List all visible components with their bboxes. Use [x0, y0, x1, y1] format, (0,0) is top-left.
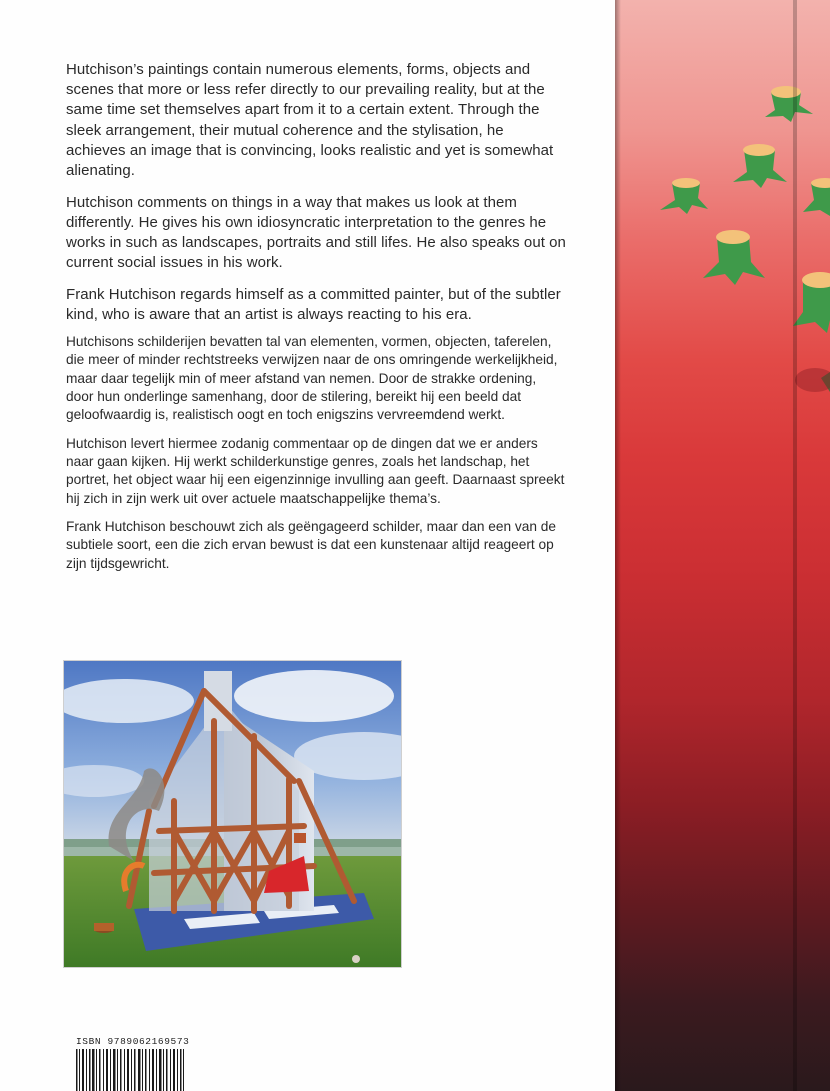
dutch-text [66, 333, 566, 583]
tree-stump-icon [733, 144, 787, 188]
isbn-text: ISBN 9789062169573 [76, 1036, 190, 1047]
barcode [76, 1036, 190, 1091]
tree-stump-icon [703, 230, 765, 285]
dutch-paragraph-2: Hutchison levert hiermee zodanig commentaar op de dingen dat we er anders naar gaan kijken. Hij werkt schilderkunstige genres, zoals het landschap, het portret, het object waar hij een eigenzinnige invulling aan geeft. Daarnaast spreekt hij zich in zijn werk uit over actuele maatschappelijke thema’s. [66, 435, 565, 506]
dutch-paragraph-1: Hutchisons schilderijen bevatten tal van elementen, vormen, objecten, taferelen, die meer of minder rechtstreeks verwijzen naar de ons omringende werkelijkheid, maar daar tegelijk min of meer afstand van nemen. Door de strakke ordening, door hun onderlinge samenhang, door de stilering, bereikt hij een beeld dat geloofwaardig is, realistisch oogt en toch enigszins vervreemdend werkt. [66, 334, 558, 423]
english-text [66, 60, 566, 337]
english-paragraph-3: Frank Hutchison regards himself as a committed painter, but of the subtler kind, who is aware that an artist is always reacting to his era. [66, 285, 561, 324]
tree-stump-icon [793, 272, 830, 333]
cover-spine-artwork [615, 0, 830, 1091]
english-paragraph-2: Hutchison comments on things in a way that makes us look at them differently. He gives his own idiosyncratic interpretation to the genres he works in such as landscapes, portraits and still lifes. He also speaks out on current social issues in his work. [66, 193, 566, 272]
english-paragraph-1: Hutchison’s paintings contain numerous elements, forms, objects and scenes that more or less refer directly to our prevailing reality, but at the same time set themselves apart from it to a certain extent. Through the sleek arrangement, their mutual coherence and the stylisation, he achieves an image that is convincing, looks realistic and yet is somewhat alienating. [66, 61, 554, 180]
tree-stump-icon [660, 178, 708, 214]
dutch-paragraph-3: Frank Hutchison beschouwt zich als geëngageerd schilder, maar dan een van de subtiele soort, een die zich ervan bewust is dat een kunstenaar altijd reageert op zijn tijdsgewricht. [66, 519, 557, 571]
house-frame-painting [63, 660, 402, 968]
tree-stump-icon [765, 86, 813, 122]
barcode-bars [76, 1049, 186, 1091]
tree-stump-icon [803, 178, 830, 216]
tree-stumps-illustration [615, 0, 830, 1091]
